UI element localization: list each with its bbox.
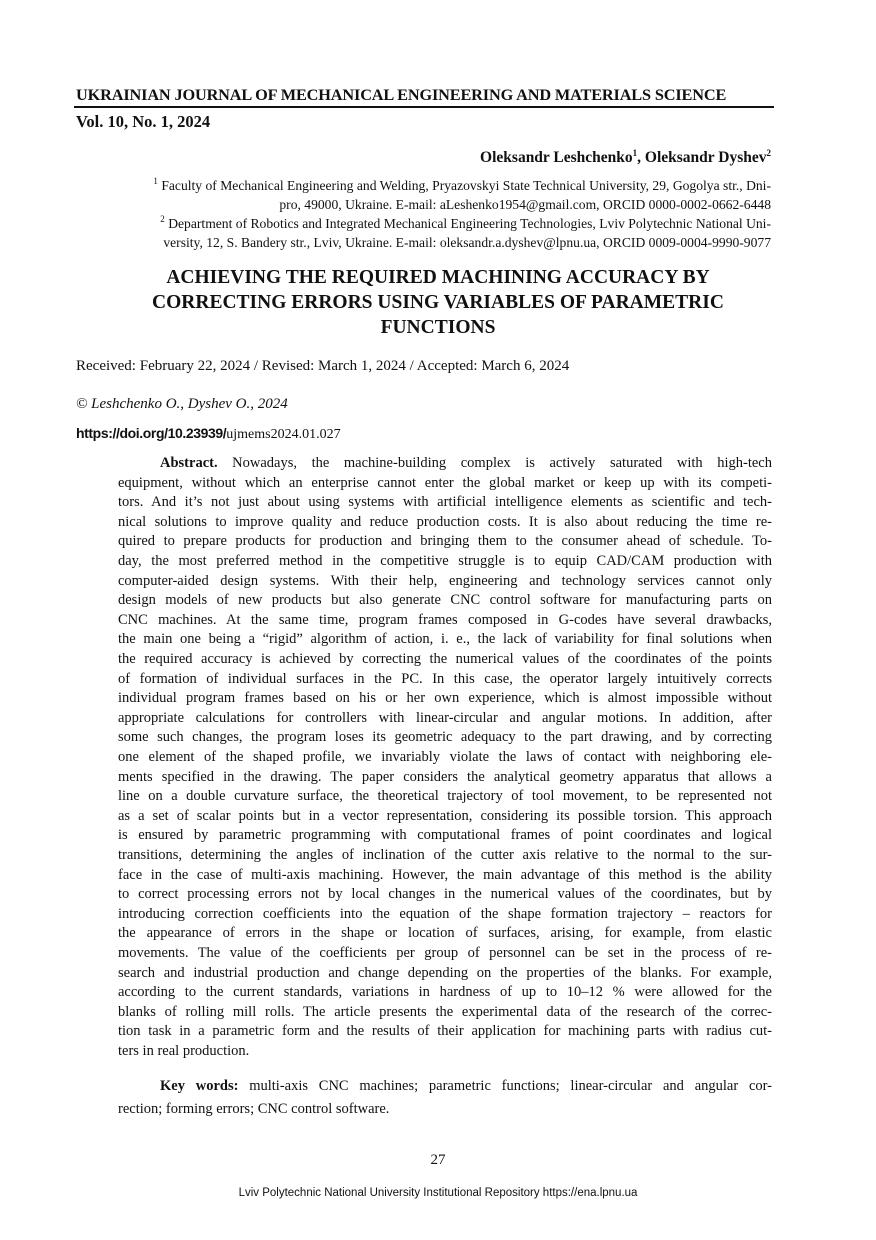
abstract-line: some such changes, the program loses its geometric adequacy to the part drawing, and by correcting bbox=[118, 729, 772, 746]
abstract-line: individual program frames based on his or her own experience, which is almost impossible without bbox=[118, 690, 772, 707]
abstract-line: introducing correction coefficients into the equation of the shape formation trajectory – reactors for bbox=[118, 905, 772, 922]
keywords-text: multi-axis CNC machines; parametric functions; linear-circular and angular cor- bbox=[238, 1078, 772, 1094]
abstract-line: is ensured by parametric programming with computational frames of point coordinates and logical bbox=[118, 827, 772, 844]
affiliation-1-line-2: pro, 49000, Ukraine. E-mail: aLeshenko1954@gmail.com, ORCID 0000-0002-0662-6448 bbox=[279, 197, 771, 212]
header-rule bbox=[74, 106, 774, 108]
keywords-line bbox=[160, 1077, 772, 1097]
doi-link[interactable] bbox=[76, 425, 341, 443]
abstract-line: according to the current standards, variations in hardness of up to 10–12 % were allowed for the bbox=[118, 984, 772, 1001]
author-name: Oleksandr Leshchenko bbox=[480, 149, 633, 166]
paper-title-line: FUNCTIONS bbox=[380, 317, 496, 338]
abstract-line: transitions, determining the angles of inclination of the cutter axis relative to the normal to the sur- bbox=[118, 847, 772, 863]
abstract-line: as a set of scalar points but in a vector representation, considering its possible torsion. This approach bbox=[118, 807, 772, 824]
affiliation-2-line-1 bbox=[160, 216, 771, 232]
doi-suffix: ujmems2024.01.027 bbox=[226, 427, 341, 442]
affiliation-text: Department of Robotics and Integrated Mechanical Engineering Technologies, Lviv Polytechnic National Uni- bbox=[168, 216, 771, 231]
paper-title-line: ACHIEVING THE REQUIRED MACHINING ACCURACY BY bbox=[166, 267, 710, 288]
affiliation-2-line-2: versity, 12, S. Bandery str., Lviv, Ukraine. E-mail: oleksandr.a.dyshev@lpnu.ua, ORCID 0009-0004-9990-9077 bbox=[163, 235, 771, 250]
abstract-text: Nowadays, the machine-building complex is actively saturated with high-tech bbox=[217, 455, 772, 471]
abstract-line: one element of the shaped profile, we invariably violate the laws of contact with neighboring ele- bbox=[118, 749, 772, 765]
abstract-line: the appearance of errors in the shape or location of surfaces, arising, for example, from elastic bbox=[118, 925, 772, 942]
abstract-line: of formation of individual surfaces in the PC. In this case, the operator largely intuitively corrects bbox=[118, 670, 772, 687]
affiliation-sup: 1 bbox=[153, 176, 158, 186]
abstract-line: tors. And it’s not just about using systems with artificial intelligence elements as scientific and tech- bbox=[118, 494, 772, 511]
page-number: 27 bbox=[430, 1152, 446, 1168]
keywords-label: Key words: bbox=[160, 1078, 239, 1094]
abstract-line: equipment, without which an enterprise cannot enter the global market or keep up with its competi- bbox=[118, 474, 772, 491]
affiliation-text: Faculty of Mechanical Engineering and Welding, Pryazovskyi State Technical University, 29, Gogolya str., Dni- bbox=[161, 178, 771, 193]
abstract-line: design models of new products but also generate CNC control software for manufacturing parts on bbox=[118, 592, 772, 609]
abstract-line: computer-aided design systems. With their help, engineering and technology services cannot only bbox=[118, 572, 772, 589]
keywords-line: rection; forming errors; CNC control software. bbox=[118, 1101, 390, 1117]
abstract-line: appropriate calculations for controllers with linear-circular and angular motions. In addition, after bbox=[118, 709, 772, 726]
abstract-label: Abstract. bbox=[160, 455, 218, 471]
journal-name: UKRAINIAN JOURNAL OF MECHANICAL ENGINEERING AND MATERIALS SCIENCE bbox=[76, 85, 727, 104]
authors: Oleksandr Leshchenko$^1$, Oleksandr Dyshev$^2$ bbox=[480, 148, 771, 166]
abstract-line: to correct processing errors not by local changes in the numerical values of the coordinates, but by bbox=[118, 886, 772, 903]
doi-prefix: https://doi.org/10.23939/ bbox=[76, 425, 227, 441]
author-sup: 1 bbox=[632, 148, 638, 158]
affiliation-sup: 2 bbox=[160, 214, 165, 224]
volume-info: Vol. 10, No. 1, 2024 bbox=[76, 112, 211, 131]
abstract-line: the required accuracy is achieved by correcting the numerical values of the coordinates of the points bbox=[118, 651, 772, 667]
abstract-line: line on a double curvature surface, the theoretical trajectory of tool movement, to be represented not bbox=[118, 788, 772, 805]
copyright: © Leshchenko O., Dyshev O., 2024 bbox=[76, 396, 288, 412]
paper-title-line: CORRECTING ERRORS USING VARIABLES OF PARAMETRIC bbox=[152, 292, 724, 313]
abstract-line: CNC machines. At the same time, program frames composed in G-codes have several drawbacks, bbox=[118, 611, 772, 628]
abstract-line: the main one being a “rigid” algorithm of action, i. e., the lack of variability for final solutions when bbox=[118, 631, 772, 648]
abstract-line bbox=[160, 454, 772, 474]
abstract-line: search and industrial production and change depending on the properties of the blanks. For example, bbox=[118, 964, 772, 981]
abstract-line: quired to prepare products for production and bringing them to the consumer ahead of schedule. To- bbox=[118, 533, 772, 550]
submission-dates: Received: February 22, 2024 / Revised: March 1, 2024 / Accepted: March 6, 2024 bbox=[76, 358, 570, 374]
abstract-line: day, the most preferred method in the competitive struggle is to equip CAD/CAM production with bbox=[118, 553, 772, 569]
repository-footer: Lviv Polytechnic National University Institutional Repository https://ena.lpnu.ua bbox=[238, 1187, 638, 1199]
abstract-line: movements. The value of the coefficients per group of personnel can be set in the process of re- bbox=[118, 945, 772, 961]
author-sup: 2 bbox=[766, 148, 771, 158]
abstract-line: blanks of rolling mill rolls. The article presents the experimental data of the research of the correc- bbox=[118, 1003, 772, 1020]
abstract-line: face in the case of multi-axis machining. However, the main advantage of this method is the ability bbox=[118, 866, 772, 883]
abstract-line: ments specified in the drawing. The paper considers the analytical geometry apparatus that allows a bbox=[118, 768, 772, 785]
abstract-line: tion task in a parametric form and the results of their application for machining parts with radius cut- bbox=[118, 1023, 772, 1040]
abstract-line: nical solutions to improve quality and reduce production costs. It is also about reducing the time re- bbox=[118, 513, 772, 530]
author-name: Oleksandr Dyshev bbox=[644, 149, 767, 166]
abstract-line: ters in real production. bbox=[118, 1043, 250, 1059]
affiliation-1-line-1 bbox=[153, 178, 771, 194]
